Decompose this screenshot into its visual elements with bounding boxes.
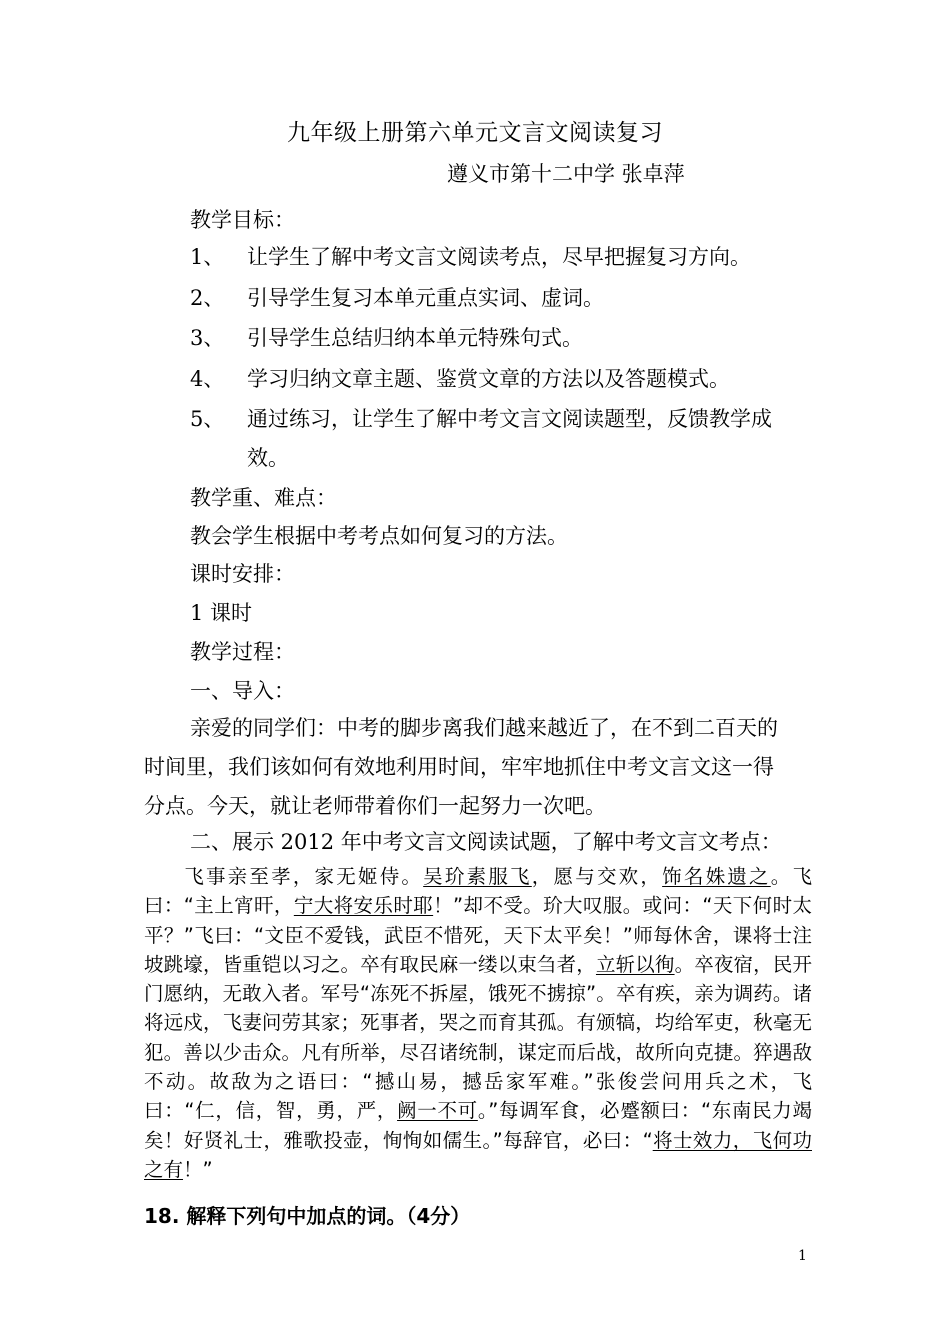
objectives-heading: 教学目标：: [190, 208, 295, 232]
key-points-heading: 教学重、难点：: [190, 486, 337, 510]
objective-number: 3、: [190, 326, 225, 350]
question-18: 18. 解释下列句中加点的词。（4分）: [144, 1204, 471, 1228]
intro-paragraph-line: 亲爱的同学们：中考的脚步离我们越来越近了，在不到二百天的: [190, 716, 778, 740]
passage-underlined-phrase: 将士效力，飞何功之有: [144, 1128, 812, 1181]
passage-underlined-phrase: 饰名姝遗之: [662, 865, 771, 888]
objective-text: 引导学生总结归纳本单元特殊句式。: [247, 326, 583, 350]
objective-number: 5、: [190, 407, 225, 431]
passage-underlined-phrase: 立斩以徇: [595, 952, 675, 976]
intro-heading: 一、导入：: [190, 679, 295, 703]
author-line: 遵义市第十二中学 张卓萍: [447, 162, 685, 186]
section-two-heading: 二、展示 2012 年中考文言文阅读试题，了解中考文言文考点：: [190, 830, 782, 854]
objective-text: 学习归纳文章主题、鉴赏文章的方法以及答题模式。: [247, 367, 730, 391]
classical-chinese-passage: [144, 862, 812, 1184]
objective-number: 2、: [190, 286, 225, 310]
passage-underlined-phrase: 阙一不可: [397, 1099, 478, 1123]
passage-segment: ！”: [183, 1157, 213, 1181]
process-heading: 教学过程：: [190, 640, 295, 664]
schedule-heading: 课时安排：: [190, 562, 295, 586]
passage-underlined-phrase: 宁大将安乐时耶: [293, 894, 434, 918]
objective-number: 4、: [190, 367, 225, 391]
passage-segment: 。卒夜宿，民开门愿纳，无敢入者。军号“冻死不拆屋，饿死不掳掠”。卒有疾，亲为调药。诸将远戍，飞妻问劳其家；死事者，哭之而育其孤。有颁犒，均给军吏，秋毫无犯。善以少击众。凡有所举，尽召诸统制，谋定而后战，故所向克捷。猝遇敌不动。故敌为之语曰：“撼山易，撼岳家军难。”张俊尝问用兵之术，飞曰：“仁，信，智，勇，严，: [144, 952, 812, 1123]
passage-underlined-phrase: 吴玠素服飞: [423, 865, 532, 888]
objective-number: 1、: [190, 245, 225, 269]
passage-segment: 。飞曰：“主上宵旰，: [144, 865, 812, 918]
passage-segment: ！”却不受。玠大叹服。或问：“天下何时太平？”飞曰：“文臣不爱钱，武臣不惜死，天下太平矣！”师每休舍，课将士注坡跳壕，皆重铠以习之。卒有取民麻一缕以束刍者，: [144, 894, 812, 976]
document-title: 九年级上册第六单元文言文阅读复习: [287, 120, 663, 146]
intro-paragraph-line: 时间里，我们该如何有效地利用时间，牢牢地抓住中考文言文这一得: [144, 755, 774, 779]
objective-text: 引导学生复习本单元重点实词、虚词。: [247, 286, 604, 310]
schedule-text: 1 课时: [190, 601, 253, 625]
page-number: 1: [798, 1248, 807, 1264]
passage-segment: 飞事亲至孝，家无姬侍。: [182, 865, 424, 888]
intro-paragraph-line: 分点。今天，就让老师带着你们一起努力一次吧。: [144, 794, 606, 818]
key-points-text: 教会学生根据中考考点如何复习的方法。: [190, 524, 568, 548]
passage-segment: ，愿与交欢，: [531, 865, 663, 888]
objective-text: 让学生了解中考文言文阅读考点，尽早把握复习方向。: [247, 245, 751, 269]
objective-text: 通过练习，让学生了解中考文言文阅读题型，反馈教学成: [247, 407, 772, 431]
passage-segment: 。”每调军食，必蹙额曰：“东南民力竭矣！好贤礼士，雅歌投壶，恂恂如儒生。”每辞官，必曰：“: [144, 1099, 812, 1152]
objective-text-continuation: 效。: [247, 446, 289, 470]
